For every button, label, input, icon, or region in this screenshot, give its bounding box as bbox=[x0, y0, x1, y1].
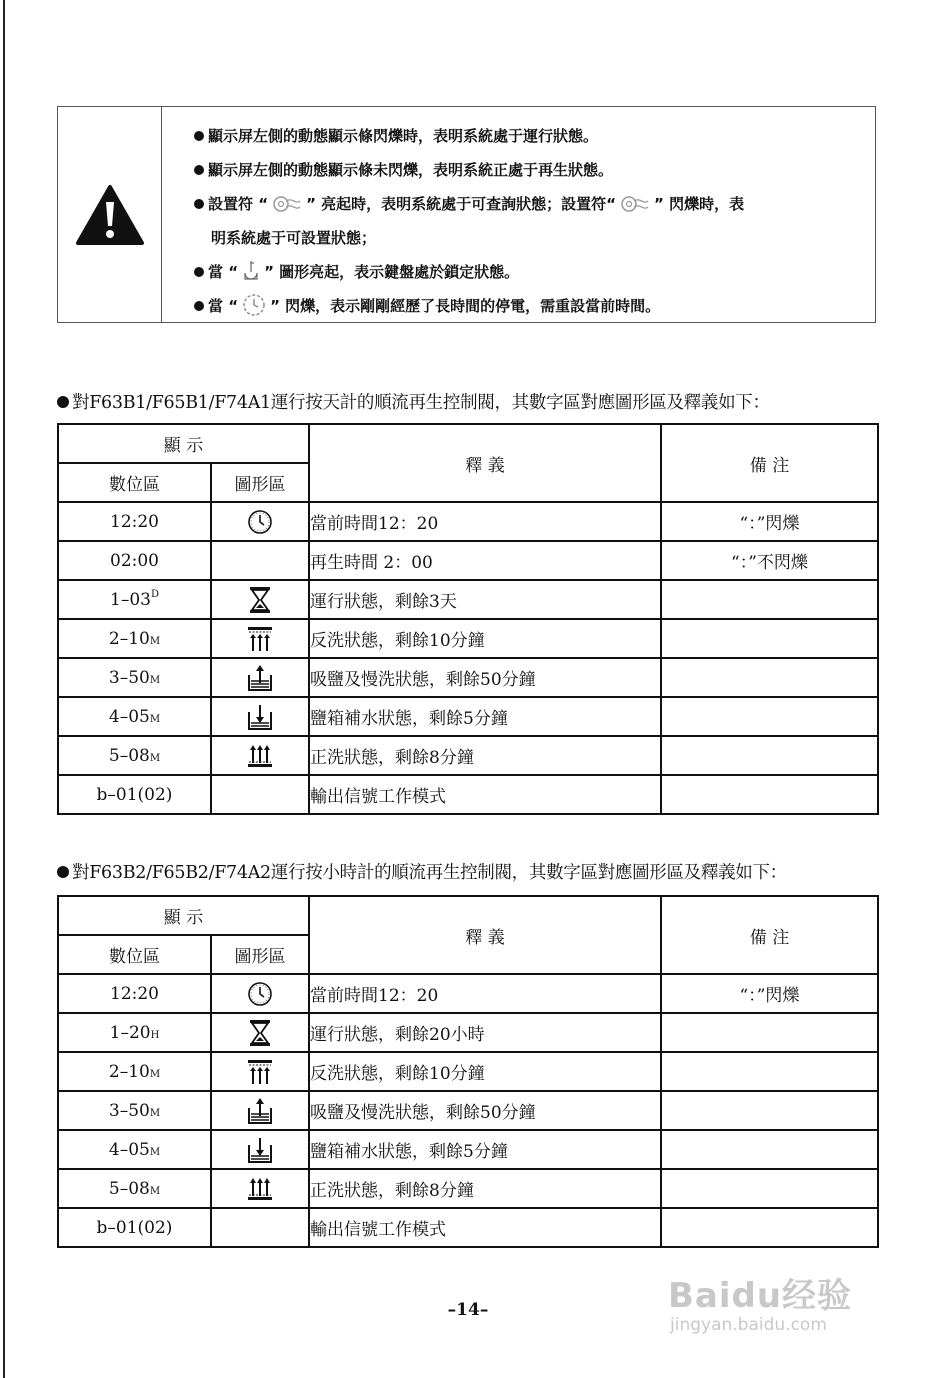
warning-line: 當 “ ” 閃爍，表示剛剛經歷了長時間的停電，需重設當前時間。 bbox=[194, 289, 744, 323]
digital-unit: M bbox=[149, 674, 161, 686]
digital-code-cell bbox=[58, 619, 211, 658]
header-graphic: 圖形區 bbox=[211, 935, 309, 974]
display-table-hours bbox=[57, 895, 879, 1248]
bullet-icon bbox=[194, 301, 204, 311]
digital-unit: M bbox=[149, 635, 161, 647]
section-heading: 對F63B1/F65B1/F74A1運行按天計的順流再生控制閥，其數字區對應圖形區及釋義如下： bbox=[57, 389, 770, 414]
digital-unit: M bbox=[149, 752, 161, 764]
remark-cell bbox=[661, 1130, 878, 1169]
digital-code-cell bbox=[58, 580, 211, 619]
warning-icon-cell bbox=[58, 107, 162, 322]
remark-cell: “：”閃爍 bbox=[661, 502, 878, 541]
header-graphic: 圖形區 bbox=[211, 463, 309, 502]
graphic-cell bbox=[211, 1130, 309, 1169]
header-remark: 備 注 bbox=[661, 424, 878, 502]
table-row bbox=[58, 1052, 878, 1091]
meaning-cell: 再生時間 2：00 bbox=[309, 541, 661, 580]
digital-code-cell bbox=[58, 1130, 211, 1169]
header-meaning: 釋 義 bbox=[309, 896, 661, 974]
remark-cell bbox=[661, 1091, 878, 1130]
table-row bbox=[58, 658, 878, 697]
remark-cell bbox=[661, 697, 878, 736]
digital-code: 1–20 bbox=[109, 1022, 151, 1043]
meaning-cell: 反洗狀態，剩餘10分鐘 bbox=[309, 619, 661, 658]
graphic-cell bbox=[211, 775, 309, 814]
graphic-cell bbox=[211, 1052, 309, 1091]
remark-cell: “：”閃爍 bbox=[661, 974, 878, 1013]
digital-code: 5–08 bbox=[108, 745, 150, 766]
digital-code: 2–10 bbox=[108, 1061, 150, 1082]
graphic-cell bbox=[211, 580, 309, 619]
digital-code: 2–10 bbox=[108, 628, 150, 649]
brine-draw-icon bbox=[212, 663, 308, 693]
remark-cell bbox=[661, 1169, 878, 1208]
table-row bbox=[58, 541, 878, 580]
meaning-cell: 運行狀態，剩餘20小時 bbox=[309, 1013, 661, 1052]
digital-unit: H bbox=[150, 1029, 160, 1041]
table-row bbox=[58, 736, 878, 775]
header-digital: 數位區 bbox=[58, 463, 211, 502]
meaning-cell: 輸出信號工作模式 bbox=[309, 775, 661, 814]
remark-cell bbox=[661, 619, 878, 658]
digital-code-cell bbox=[58, 736, 211, 775]
table-row bbox=[58, 775, 878, 814]
bullet-icon bbox=[57, 866, 69, 878]
graphic-cell bbox=[211, 1091, 309, 1130]
digital-code: b–01(02) bbox=[96, 784, 173, 805]
remark-cell bbox=[661, 1052, 878, 1091]
table-body bbox=[58, 502, 878, 814]
digital-code-cell bbox=[58, 1052, 211, 1091]
warning-box bbox=[57, 106, 876, 323]
bullet-icon bbox=[57, 396, 69, 408]
hourglass-icon bbox=[212, 585, 308, 615]
backwash-icon bbox=[212, 624, 308, 654]
digital-code: 3–50 bbox=[108, 667, 150, 688]
remark-cell bbox=[661, 736, 878, 775]
digital-code-cell bbox=[58, 502, 211, 541]
remark-cell bbox=[661, 580, 878, 619]
digital-code: 3–50 bbox=[108, 1100, 150, 1121]
table-row bbox=[58, 619, 878, 658]
warning-line: 顯示屏左側的動態顯示條閃爍時，表明系統處于運行狀態。 bbox=[194, 119, 744, 153]
digital-code: 02:00 bbox=[110, 550, 159, 571]
clock-icon bbox=[212, 980, 308, 1008]
remark-cell bbox=[661, 658, 878, 697]
graphic-cell bbox=[211, 1013, 309, 1052]
section-heading: 對F63B2/F65B2/F74A2運行按小時計的順流再生控制閥，其數字區對應圖形區及釋義如下： bbox=[57, 859, 787, 884]
warning-text bbox=[162, 107, 754, 322]
header-display: 顯 示 bbox=[58, 424, 309, 463]
warning-line: 設置符 “ ” 亮起時，表明系統處于可查詢狀態；設置符“ ” 閃爍時，表 bbox=[194, 187, 744, 221]
bullet-icon bbox=[194, 165, 204, 175]
watermark-logo: Baidu经验 bbox=[668, 1276, 853, 1316]
meaning-cell: 吸鹽及慢洗狀態，剩餘50分鐘 bbox=[309, 658, 661, 697]
digital-code-cell bbox=[58, 1208, 211, 1247]
digital-unit: M bbox=[149, 1107, 161, 1119]
meaning-cell: 運行狀態，剩餘3天 bbox=[309, 580, 661, 619]
warning-line: 顯示屏左側的動態顯示條未閃爍，表明系統正處于再生狀態。 bbox=[194, 153, 744, 187]
meaning-cell: 正洗狀態，剩餘8分鐘 bbox=[309, 736, 661, 775]
brine-refill-icon bbox=[212, 1135, 308, 1165]
hourglass-icon bbox=[212, 1018, 308, 1048]
digital-code-cell bbox=[58, 974, 211, 1013]
meaning-cell: 鹽箱補水狀態，剩餘5分鐘 bbox=[309, 1130, 661, 1169]
table-body bbox=[58, 974, 878, 1247]
header-display: 顯 示 bbox=[58, 896, 309, 935]
bullet-icon bbox=[194, 131, 204, 141]
table-row bbox=[58, 974, 878, 1013]
brine-draw-icon bbox=[212, 1096, 308, 1126]
warning-line: 當 “ ” 圖形亮起，表示鍵盤處於鎖定狀態。 bbox=[194, 255, 744, 289]
meaning-cell: 輸出信號工作模式 bbox=[309, 1208, 661, 1247]
graphic-cell bbox=[211, 1208, 309, 1247]
header-remark: 備 注 bbox=[661, 896, 878, 974]
digital-code: b–01(02) bbox=[96, 1217, 173, 1238]
settings-symbol-icon bbox=[620, 193, 650, 227]
table-row bbox=[58, 1130, 878, 1169]
table-row bbox=[58, 580, 878, 619]
digital-code: 1–03 bbox=[110, 590, 151, 610]
meaning-cell: 反洗狀態，剩餘10分鐘 bbox=[309, 1052, 661, 1091]
fast-rinse-icon bbox=[212, 1174, 308, 1204]
digital-code: 4–05 bbox=[108, 1139, 150, 1160]
digital-code-cell bbox=[58, 1091, 211, 1130]
digital-code: 4–05 bbox=[108, 706, 150, 727]
table-row bbox=[58, 502, 878, 541]
remark-cell bbox=[661, 1208, 878, 1247]
display-table-days bbox=[57, 423, 879, 815]
graphic-cell bbox=[211, 541, 309, 580]
digital-unit: M bbox=[149, 713, 161, 725]
meaning-cell: 吸鹽及慢洗狀態，剩餘50分鐘 bbox=[309, 1091, 661, 1130]
meaning-cell: 鹽箱補水狀態，剩餘5分鐘 bbox=[309, 697, 661, 736]
page-number: –14– bbox=[447, 1300, 489, 1320]
digital-unit: M bbox=[149, 1146, 161, 1158]
clock-icon bbox=[212, 508, 308, 536]
table-row bbox=[58, 697, 878, 736]
bullet-icon bbox=[194, 267, 204, 277]
digital-code-cell bbox=[58, 1013, 211, 1052]
watermark bbox=[668, 1268, 852, 1335]
graphic-cell bbox=[211, 736, 309, 775]
remark-cell: “：”不閃爍 bbox=[661, 541, 878, 580]
backwash-icon bbox=[212, 1057, 308, 1087]
graphic-cell bbox=[211, 502, 309, 541]
clock-symbol-icon bbox=[242, 293, 266, 329]
digital-unit: M bbox=[149, 1185, 161, 1197]
digital-code: 12:20 bbox=[110, 983, 159, 1004]
digital-unit: M bbox=[149, 1068, 161, 1080]
graphic-cell bbox=[211, 697, 309, 736]
digital-code: 12:20 bbox=[110, 511, 159, 532]
bullet-icon bbox=[194, 199, 204, 209]
remark-cell bbox=[661, 1013, 878, 1052]
graphic-cell bbox=[211, 619, 309, 658]
table-row bbox=[58, 1169, 878, 1208]
digital-code-cell bbox=[58, 658, 211, 697]
brine-refill-icon bbox=[212, 702, 308, 732]
meaning-cell: 正洗狀態，剩餘8分鐘 bbox=[309, 1169, 661, 1208]
graphic-cell bbox=[211, 658, 309, 697]
watermark-url: jingyan.baidu.com bbox=[670, 1315, 827, 1335]
digital-code-cell bbox=[58, 541, 211, 580]
graphic-cell bbox=[211, 974, 309, 1013]
warning-line: 明系統處于可設置狀態； bbox=[211, 229, 377, 247]
meaning-cell: 當前時間12：20 bbox=[309, 974, 661, 1013]
warning-triangle-icon bbox=[75, 184, 145, 246]
fast-rinse-icon bbox=[212, 741, 308, 771]
page-edge-line bbox=[3, 0, 5, 1378]
table-row bbox=[58, 1208, 878, 1247]
meaning-cell: 當前時間12：20 bbox=[309, 502, 661, 541]
remark-cell bbox=[661, 775, 878, 814]
digital-code-cell bbox=[58, 697, 211, 736]
table-row bbox=[58, 1013, 878, 1052]
digital-code: 5–08 bbox=[108, 1178, 150, 1199]
header-digital: 數位區 bbox=[58, 935, 211, 974]
graphic-cell bbox=[211, 1169, 309, 1208]
header-meaning: 釋 義 bbox=[309, 424, 661, 502]
table-row bbox=[58, 1091, 878, 1130]
digital-code-cell bbox=[58, 775, 211, 814]
digital-code-cell bbox=[58, 1169, 211, 1208]
digital-unit: D bbox=[150, 589, 159, 600]
